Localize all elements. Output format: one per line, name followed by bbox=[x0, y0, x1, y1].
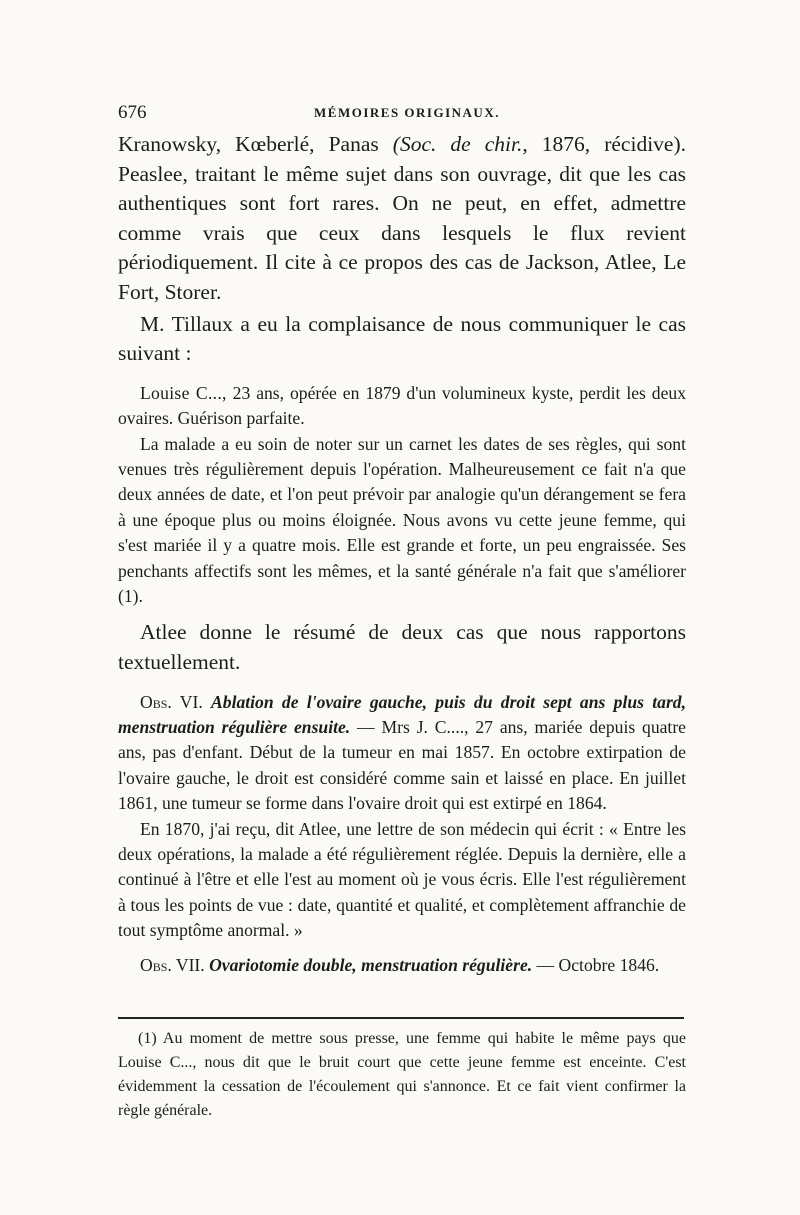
society-citation: (Soc. de chir. bbox=[392, 132, 523, 156]
page-number: 676 bbox=[118, 102, 147, 123]
authors-text: Kranowsky, Kœberlé, Panas bbox=[118, 132, 393, 156]
footnote bbox=[118, 1027, 686, 1123]
paragraph-authors bbox=[118, 130, 686, 308]
paragraph-atlee: Atlee donne le résumé de deux cas que nous rapportons textuellement. bbox=[118, 620, 686, 674]
obs6-label: Obs. VI. bbox=[140, 691, 203, 712]
paragraph-tillaux: M. Tillaux a eu la complaisance de nous communiquer le cas suivant : bbox=[118, 311, 686, 366]
case-summary: 23 ans, opérée en 1879 d'un volumineux kyste, perdit les deux ovaires. Guérison parfaite. bbox=[118, 382, 686, 429]
peaslee-text: , 1876, récidive). Peaslee, traitant le même sujet dans son ouvrage, dit que les cas authentiques sont fort rares. On ne peut, en effet, admettre comme vrais que ceux dans lesquels le flux revient périodiquement. Il cite à ce propos des cas de Jackson, Atlee, Le Fort, Storer. bbox=[118, 132, 686, 304]
obs7-title: Ovariotomie double, menstruation régulière. bbox=[209, 954, 533, 975]
obs7-label: Obs. VII. bbox=[140, 954, 205, 975]
main-text bbox=[118, 130, 686, 978]
obs6-title: Ablation de l'ovaire gauche, puis du droit sept ans plus tard, menstruation régulière ensuite. bbox=[118, 691, 686, 737]
case-name: Louise C..., bbox=[140, 382, 227, 403]
case-followup: La malade a eu soin de noter sur un carnet les dates de ses règles, qui sont venues très régulièrement depuis l'opération. Malheureusement ce fait n'a que deux années de date, et l'on peut prévoir par analogie qu'un dérangement se fera à une époque plus ou moins éloignée. Nous avons vu cette jeune femme, qui s'est mariée il y a quatre mois. Elle est grande et forte, un peu engraissée. Ses penchants affectifs sont les mêmes, et la santé générale n'a fait que s'améliorer (1). bbox=[118, 433, 686, 606]
footnote-separator bbox=[118, 1017, 684, 1019]
case-louise bbox=[118, 381, 686, 432]
footnote-text: (1) Au moment de mettre sous presse, une femme qui habite le même pays que Louise C..., nous dit que le bruit court que cette jeune femme est enceinte. C'est évidemment la cessation de l'écoulement qui s'annonce. Et ce fait vient confirmer la règle générale. bbox=[118, 1030, 686, 1119]
observation-7 bbox=[118, 953, 686, 978]
atlee-letter: En 1870, j'ai reçu, dit Atlee, une lettre de son médecin qui écrit : « Entre les deux opérations, la malade a été régulièrement réglée. Depuis la dernière, elle a continué à l'être et elle l'est au moment où je vous écris. Elle l'est régulièrement à tous les points de vue : date, quantité et qualité, et complètement affranchie de tout symptôme anormal. » bbox=[118, 818, 686, 941]
observation-6 bbox=[118, 690, 686, 817]
obs7-text: — Octobre 1846. bbox=[532, 954, 660, 975]
running-title: MÉMOIRES ORIGINAUX. bbox=[314, 105, 500, 120]
page-header bbox=[118, 102, 688, 124]
obs6-text: — Mrs J. C...., 27 ans, mariée depuis quatre ans, pas d'enfant. Début de la tumeur en mai 1857. En octobre extirpation de l'ovaire gauche, le droit est considéré comme sain et laissé en place. En juillet 1861, une tumeur se forme dans l'ovaire droit qui est extirpé en 1864. bbox=[118, 717, 686, 814]
